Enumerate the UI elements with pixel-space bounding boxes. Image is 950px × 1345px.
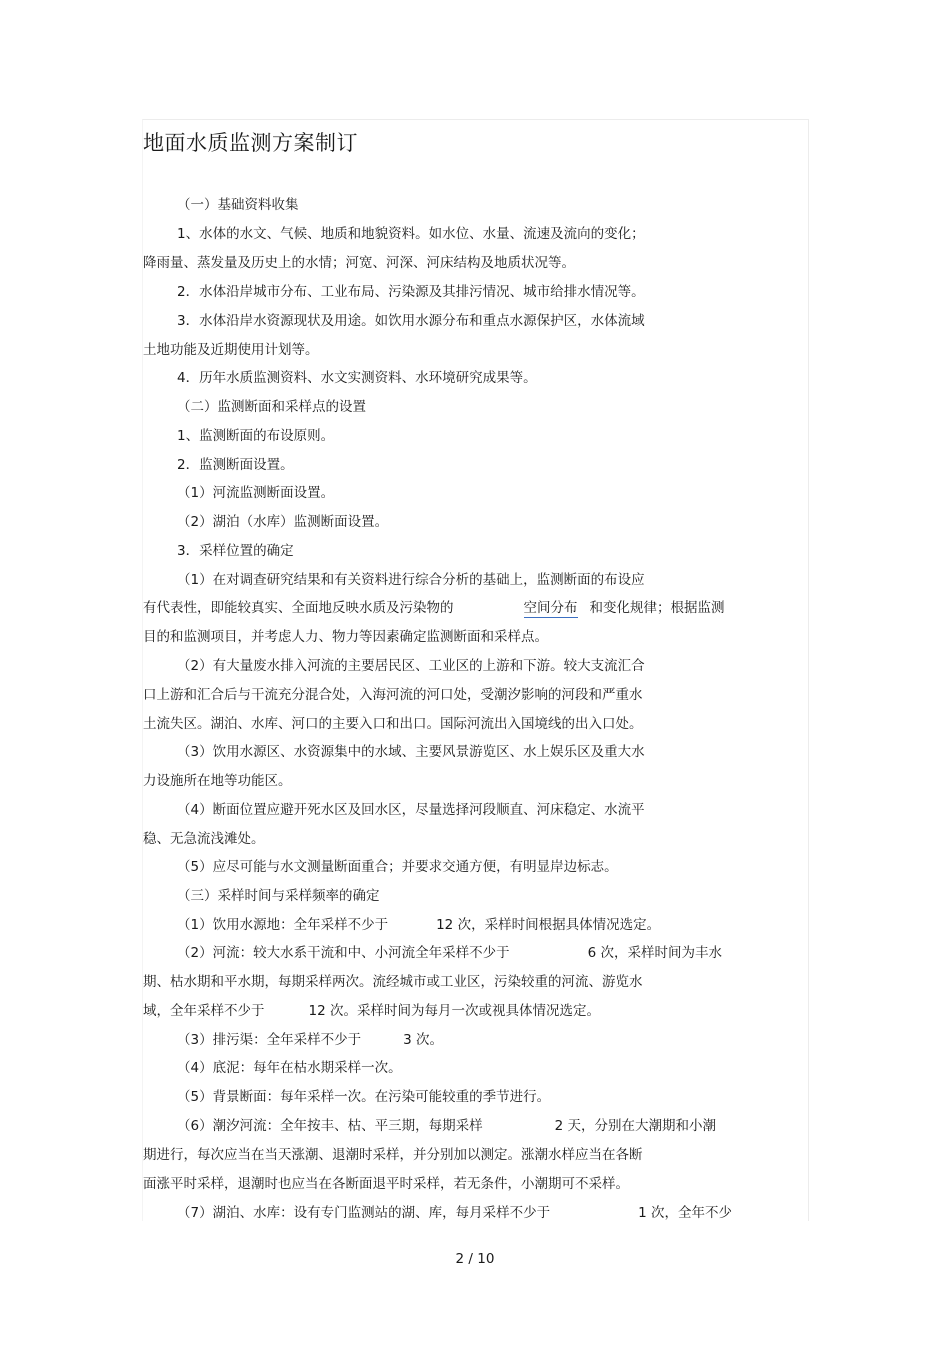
paragraph-line-with-link: [143, 599, 725, 617]
line-segment: 1 次，全年不少: [638, 1205, 732, 1221]
line-segment: 有代表性，即能较真实、全面地反映水质及污染物的: [143, 600, 454, 616]
paragraph-line: 稳、无急流浅滩处。: [143, 831, 265, 847]
line-segment: （1）饮用水源地：全年采样不少于: [177, 917, 389, 933]
line-segment: 3 次。: [403, 1032, 443, 1048]
paragraph-line: 面涨平时采样，退潮时也应当在各断面退平时采样，若无条件，小潮期可不采样。: [143, 1176, 629, 1192]
line-segment: （7）湖泊、水库：设有专门监测站的湖、库，每月采样不少于: [177, 1205, 551, 1221]
paragraph-line: （1）河流监测断面设置。: [177, 485, 335, 501]
paragraph-line: [177, 944, 722, 962]
paragraph-line: 3．采样位置的确定: [177, 543, 294, 559]
paragraph-line: [177, 916, 660, 934]
line-segment: 域，全年采样不少于: [143, 1003, 265, 1019]
paragraph-line: 1、监测断面的布设原则。: [177, 428, 335, 444]
paragraph-line: 期、枯水期和平水期，每期采样两次。流经城市或工业区，污染较重的河流、游览水: [143, 974, 643, 990]
paragraph-line: 土地功能及近期使用计划等。: [143, 342, 319, 358]
paragraph-line: 土流失区。湖泊、水库、河口的主要入口和出口。国际河流出入国境线的出入口处。: [143, 716, 643, 732]
section-heading-2: （二）监测断面和采样点的设置: [177, 399, 366, 415]
line-segment: （3）排污渠：全年采样不少于: [177, 1032, 362, 1048]
section-heading-1: （一）基础资料收集: [177, 197, 299, 213]
paragraph-line: [177, 1204, 732, 1222]
line-segment: （6）潮汐河流：全年按丰、枯、平三期，每期采样: [177, 1118, 483, 1134]
paragraph-line: 降雨量、蒸发量及历史上的水情；河宽、河深、河床结构及地质状况等。: [143, 255, 575, 271]
paragraph-line: （4）底泥：每年在枯水期采样一次。: [177, 1060, 402, 1076]
paragraph-line: 1、水体的水文、气候、地质和地貌资料。如水位、水量、流速及流向的变化；: [177, 226, 645, 242]
paragraph-line: （4）断面位置应避开死水区及回水区，尽量选择河段顺直、河床稳定、水流平: [177, 802, 645, 818]
paragraph-line: （1）在对调查研究结果和有关资料进行综合分析的基础上，监测断面的布设应: [177, 572, 645, 588]
line-segment: 12 次。采样时间为每月一次或视具体情况选定。: [308, 1003, 600, 1019]
paragraph-line: 目的和监测项目，并考虑人力、物力等因素确定监测断面和采样点。: [143, 629, 548, 645]
line-segment: 12 次，采样时间根据具体情况选定。: [436, 917, 661, 933]
paragraph-line: 2．水体沿岸城市分布、工业布局、污染源及其排污情况、城市给排水情况等。: [177, 284, 645, 300]
line-segment: （2）河流：较大水系干流和中、小河流全年采样不少于: [177, 945, 510, 961]
paragraph-line: （2）有大量废水排入河流的主要居民区、工业区的上游和下游。较大支流汇合: [177, 658, 645, 674]
paragraph-line: [177, 1117, 716, 1135]
paragraph-line: 3．水体沿岸水资源现状及用途。如饮用水源分布和重点水源保护区，水体流域: [177, 313, 645, 329]
paragraph-line: （5）背景断面：每年采样一次。在污染可能较重的季节进行。: [177, 1089, 551, 1105]
paragraph-line: 口上游和汇合后与干流充分混合处，入海河流的河口处，受潮汐影响的河段和严重水: [143, 687, 643, 703]
spatial-distribution-link[interactable]: 空间分布: [523, 600, 578, 616]
section-heading-3: （三）采样时间与采样频率的确定: [177, 888, 380, 904]
paragraph-line: 2．监测断面设置。: [177, 457, 294, 473]
line-segment: 2 天，分别在大潮期和小潮: [554, 1118, 716, 1134]
paragraph-line: [143, 1002, 600, 1020]
paragraph-line: （2）湖泊（水库）监测断面设置。: [177, 514, 389, 530]
paragraph-line: 期进行，每次应当在当天涨潮、退潮时采样，并分别加以测定。涨潮水样应当在各断: [143, 1147, 643, 1163]
paragraph-line: 4．历年水质监测资料、水文实测资料、水环境研究成果等。: [177, 370, 537, 386]
page-number: 2 / 10: [455, 1251, 495, 1267]
document-title: 地面水质监测方案制订: [143, 131, 358, 155]
line-segment: 和变化规律；根据监测: [589, 600, 725, 616]
line-segment: 6 次，采样时间为丰水: [587, 945, 722, 961]
paragraph-line: 力设施所在地等功能区。: [143, 773, 292, 789]
paragraph-line: （3）饮用水源区、水资源集中的水域、主要风景游览区、水上娱乐区及重大水: [177, 744, 645, 760]
paragraph-line: [177, 1031, 443, 1049]
paragraph-line: （5）应尽可能与水文测量断面重合；并要求交通方便，有明显岸边标志。: [177, 859, 618, 875]
